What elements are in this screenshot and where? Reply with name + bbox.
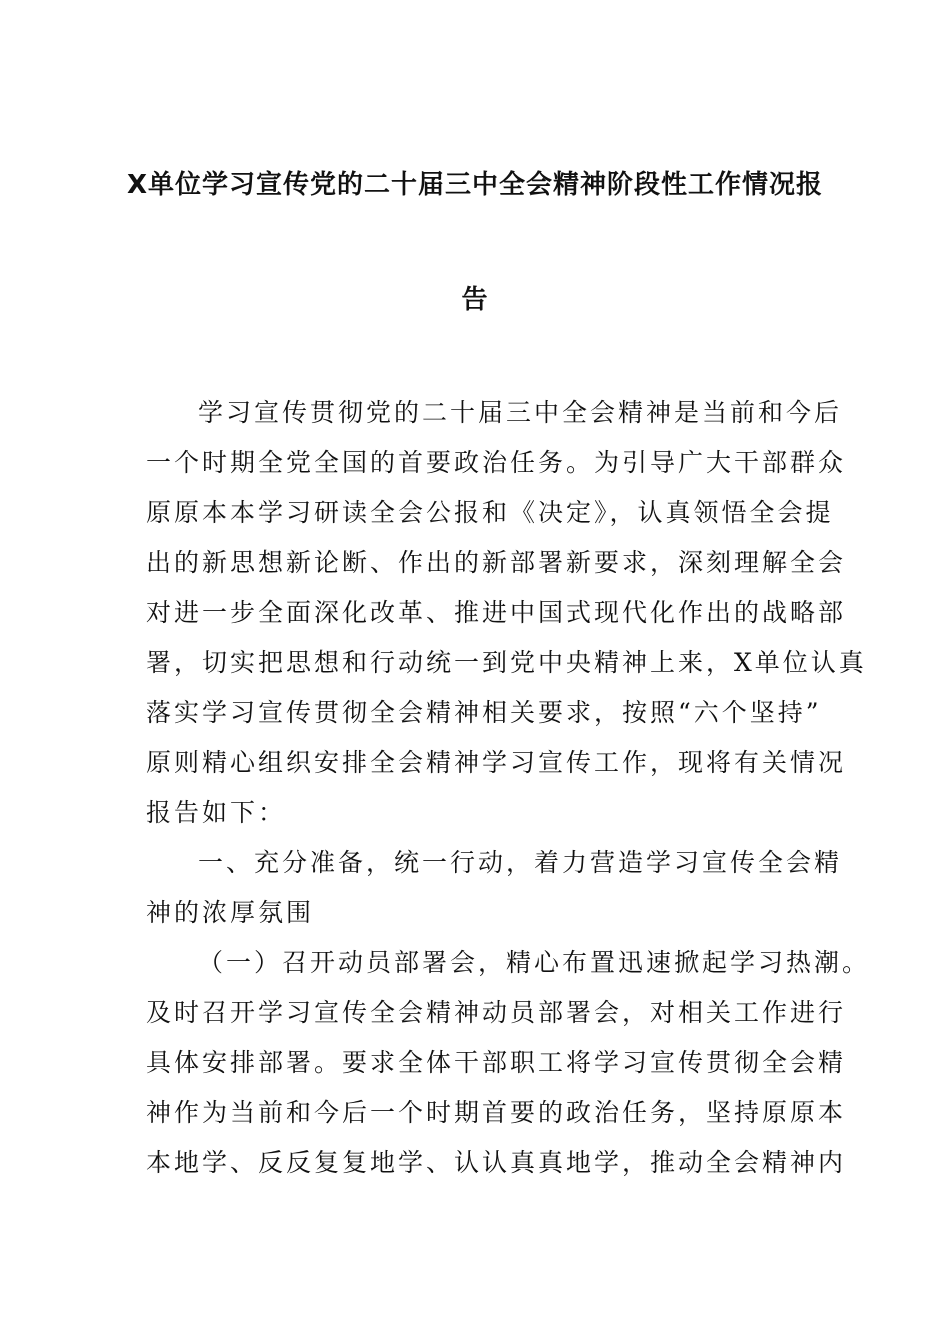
body-text-line: 原原本本学习研读全会公报和《决定》，认真领悟全会提 bbox=[146, 498, 834, 527]
body-text-line: 出的新思想新论断、作出的新部署新要求，深刻理解全会 bbox=[146, 548, 847, 577]
body-text-line: 落实学习宣传贯彻全会精神相关要求，按照“六个坚持” bbox=[146, 698, 822, 727]
body-text-line: 原则精心组织安排全会精神学习宣传工作，现将有关情况 bbox=[146, 748, 847, 777]
document-title-line-1: X单位学习宣传党的二十届三中全会精神阶段性工作情况报 bbox=[126, 170, 824, 200]
body-text-line: 报告如下： bbox=[146, 798, 287, 827]
body-text-line: （一）召开动员部署会，精心布置迅速掀起学习热潮。 bbox=[198, 948, 871, 977]
section-heading-line: 一、充分准备，统一行动，着力营造学习宣传全会精 bbox=[198, 848, 843, 877]
body-text-line: 具体安排部署。要求全体干部职工将学习宣传贯彻全会精 bbox=[146, 1048, 847, 1077]
body-text-line: 及时召开学习宣传全会精神动员部署会，对相关工作进行 bbox=[146, 998, 847, 1027]
body-text-line: 神作为当前和今后一个时期首要的政治任务，坚持原原本 bbox=[146, 1098, 847, 1127]
body-text-line: 学习宣传贯彻党的二十届三中全会精神是当前和今后 bbox=[198, 398, 843, 427]
body-text-line: 署，切实把思想和行动统一到党中央精神上来，X单位认真 bbox=[146, 648, 867, 677]
body-text-line: 本地学、反反复复地学、认认真真地学，推动全会精神内 bbox=[146, 1148, 847, 1177]
body-text-line: 对进一步全面深化改革、推进中国式现代化作出的战略部 bbox=[146, 598, 847, 627]
section-heading-line: 神的浓厚氛围 bbox=[146, 898, 315, 927]
document-title-line-2: 告 bbox=[461, 285, 489, 315]
body-text-line: 一个时期全党全国的首要政治任务。为引导广大干部群众 bbox=[146, 448, 847, 477]
